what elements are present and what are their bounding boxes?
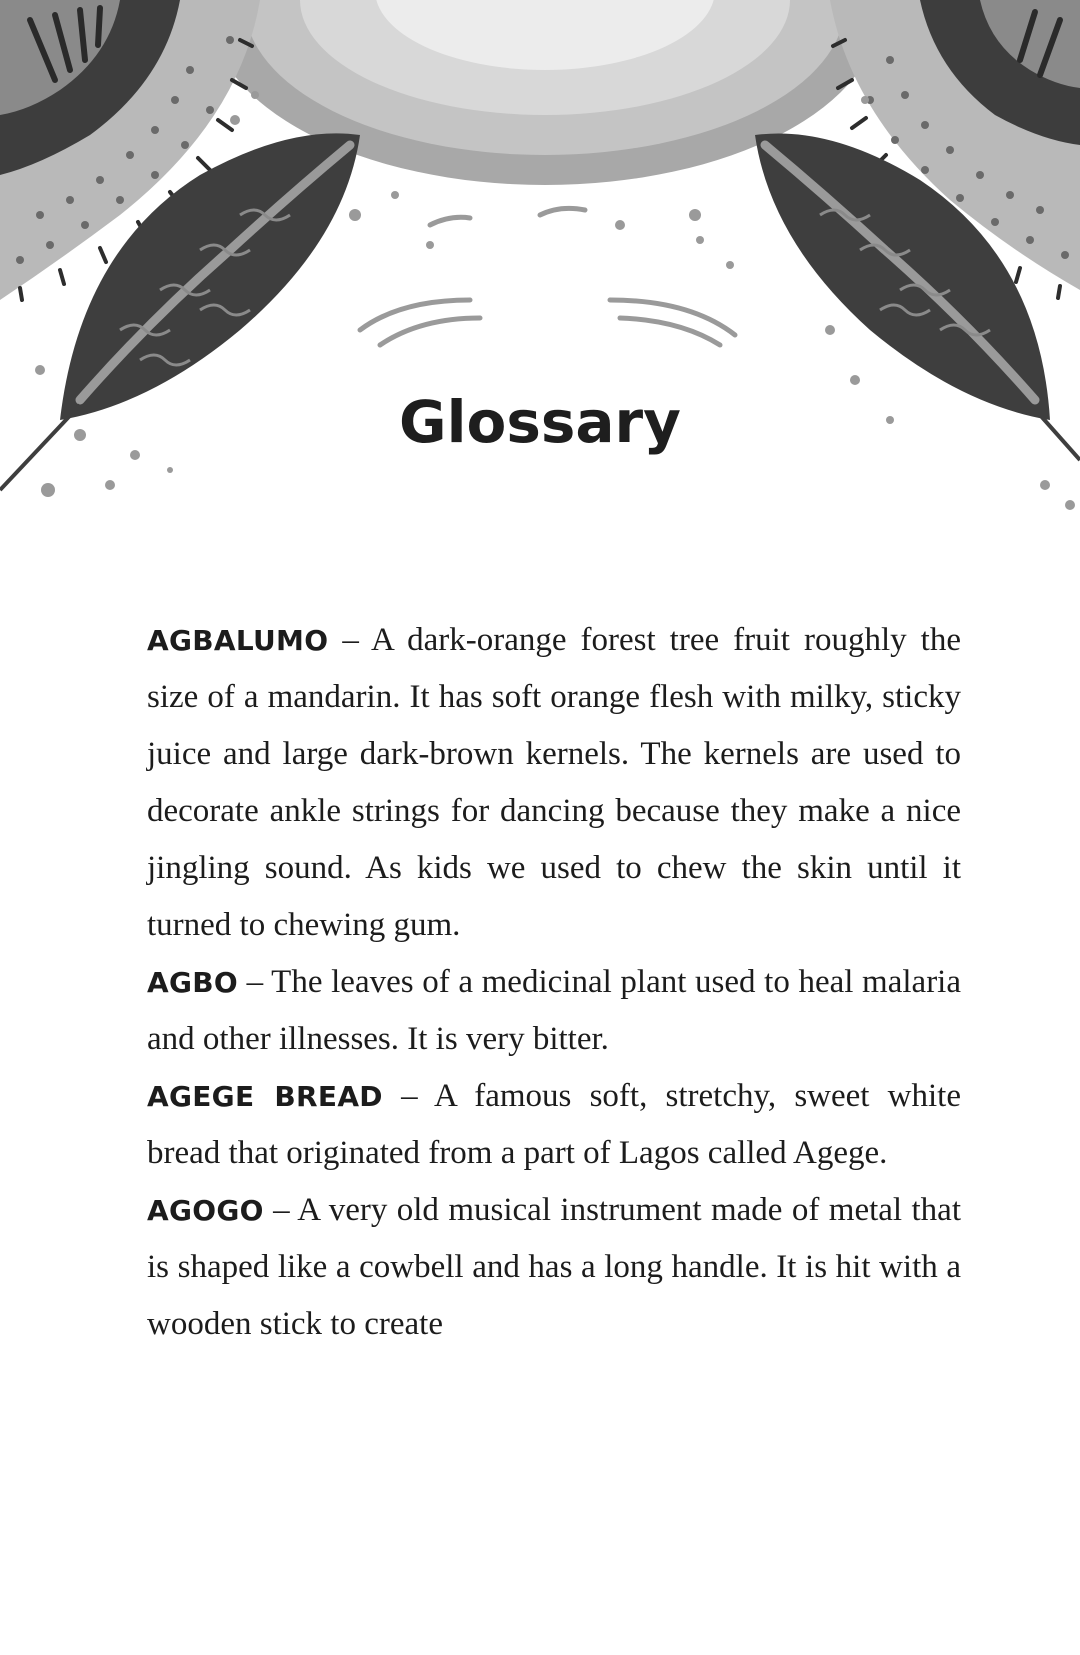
glossary-list xyxy=(147,612,961,1353)
glossary-term: AGBO xyxy=(147,966,238,999)
page-title: Glossary xyxy=(399,388,681,456)
glossary-term: AGEGE BREAD xyxy=(147,1080,383,1113)
glossary-entry xyxy=(147,1182,961,1353)
glossary-entry xyxy=(147,1068,961,1182)
glossary-term: AGOGO xyxy=(147,1194,264,1227)
glossary-term: AGBALUMO xyxy=(147,624,329,657)
glossary-definition: – The leaves of a medicinal plant used to heal malaria and other illnesses. It is very bitter. xyxy=(147,964,961,1057)
glossary-definition: – A very old musical instrument made of metal that is shaped like a cowbell and has a long handle. It is hit with a wooden stick to create xyxy=(147,1192,961,1342)
glossary-definition: – A dark-orange forest tree fruit roughly the size of a mandarin. It has soft orange flesh with milky, sticky juice and large dark-brown kernels. The kernels are used to decorate ankle strings for dancing because they make a nice jingling sound. As kids we used to chew the skin until it turned to chewing gum. xyxy=(147,622,961,943)
sweep-strokes xyxy=(360,208,735,345)
glossary-entry xyxy=(147,954,961,1068)
glossary-definition: – A famous soft, stretchy, sweet white bread that originated from a part of Lagos called Agege. xyxy=(147,1078,961,1171)
glossary-entry xyxy=(147,612,961,954)
